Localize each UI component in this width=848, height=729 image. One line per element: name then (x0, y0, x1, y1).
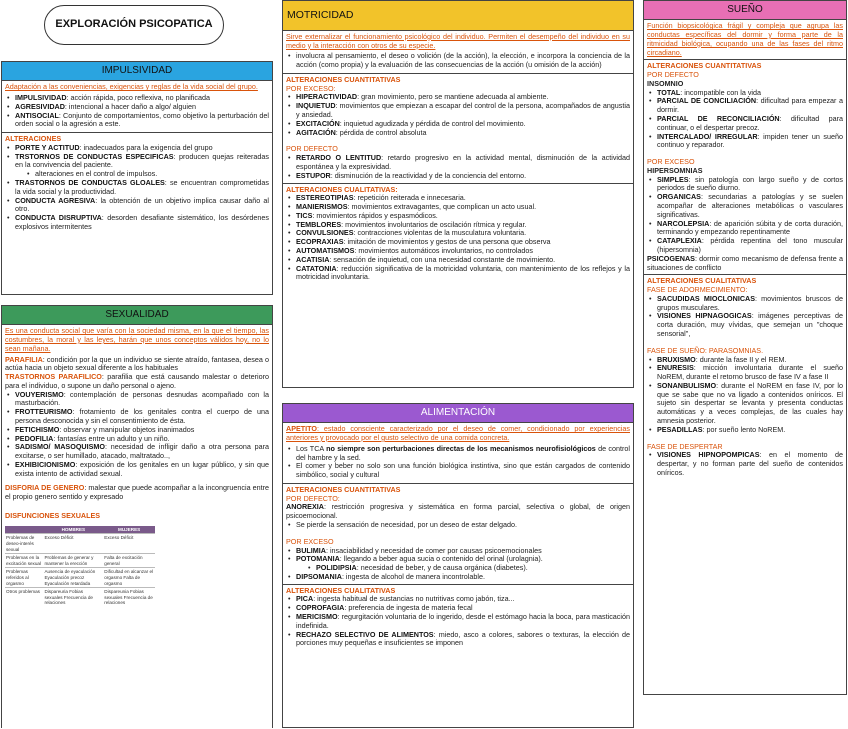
psicogenas-text: PSICOGENAS: dormir como mecanismo de defensa frente a situaciones de conflicto (647, 253, 843, 272)
list-item: • PESADILLAS: por sueño lento NoREM. (647, 426, 843, 435)
list-item: • COPROFAGIA: preferencia de ingesta de materia fecal (286, 604, 630, 613)
section-title: ALTERACIONES (5, 134, 62, 144)
list-item: • MERICISMO: regurgitación voluntaria de lo ingerido, desde el estómago hacia la boca, para masticación indefinida. (286, 613, 630, 631)
table-header: MUJERES (103, 526, 155, 534)
list-item: • ENURESIS: micción involuntaria durante el sueño NoREM, durante el retorno brusco de fase IV a fase II (647, 364, 843, 382)
list-item: • TRASTORNOS DE CONDUCTAS GLOALES: se encuentran comprometidas la vida social y la productividad. (5, 179, 269, 197)
list-item: • TRSTORNOS DE CONDUCTAS ESPECIFICAS: producen quejas reiteradas en la convivencia del paciente. (5, 153, 269, 171)
list-item: • Se pierde la sensación de necesidad, por un deseo de estar delgado. (286, 521, 630, 530)
impulsividad-card (1, 61, 273, 295)
list-item: • VISIONES HIPNAGOGICAS: imágenes perceptivas de corta duración, muy vívidas, que semejan un "choque sensorial", (647, 312, 843, 338)
sexualidad-definition: Es una conducta social que varía con la sociedad misma, en la que el tiempo, las costumbres, la moral y las leyes, harán que unos conceptos válidos hoy, no lo sean mañana. (5, 326, 269, 353)
impulsividad-alteraciones (2, 132, 272, 234)
list-item: • EXHIBICIONISMO: exposición de los genitales en un lugar público, y sin que exista intento de actividad sexual. (5, 461, 269, 479)
list-item: • ACATISIA: sensación de inquietud, con una necesidad constante de movimiento. (286, 256, 630, 265)
alimentacion-cualitativas (283, 584, 633, 650)
alimentacion-definition: APETITO: estado consciente caracterizado por el deseo de comer, condicionado por experiencias anteriores y provocado por el gusto selectivo de una comida concreta. (286, 424, 630, 442)
table-row: Problemas en la excitación sexual Problemas de generar y mantener la erección Falta de excitación general (5, 554, 155, 568)
list-item: • ECOPRAXIAS: imitación de movimientos y gestos de una persona que observa (286, 238, 630, 247)
list-item: • BULIMIA: insaciabilidad y necesidad de comer por causas psicoemocionales (286, 547, 630, 556)
motricidad-card (282, 0, 634, 388)
list-item: • VOUYERISMO: contemplación de personas desnudas acompañado con la masturbación. (5, 391, 269, 409)
list-item: • CONVULSIONES: contracciones violentas de la musculatura voluntaria. (286, 229, 630, 238)
table-header: HOMBRES (43, 526, 103, 534)
list-item: • CATATONIA: reducción significativa de la motricidad voluntaria, con mantenimiento de los reflejos y la motricidad involuntaria. (286, 265, 630, 283)
subsection-label: FASE DE SUEÑO: PARASOMNIAS. (647, 345, 764, 355)
list-item: • PEDOFILIA: fantasías entre un adulto y un niño. (5, 435, 269, 444)
list-item: • PARCIAL DE CONCILIACIÓN: dificultad para empezar a dormir. (647, 97, 843, 115)
page-title: EXPLORACIÓN PSICOPATICA (44, 5, 224, 45)
list-item: • ANTISOCIAL: Conjunto de comportamientos, como objetivo la perturbación del orden social o la agresión a este. (5, 112, 269, 130)
list-item: • AGITACIÓN: pérdida de control absoluta (286, 129, 630, 138)
anorexia-text: ANOREXIA: restricción progresiva y sistemática en forma parcial, selectiva o global, de origen psicoemocional. (286, 502, 630, 521)
disforia-text: DISFORIA DE GENERO: malestar que puede acompañar a la incongruencia entre el propio genero sentido y expresado (5, 483, 270, 502)
list-item: • BRUXISMO: durante la fase II y el REM. (647, 356, 843, 365)
list-item: • alteraciones en el control de impulsos. (5, 170, 269, 179)
alimentacion-card (282, 403, 634, 728)
list-item: • ESTEREOTIPIAS: repetición reiterada e innecesaria. (286, 194, 630, 203)
trastorno-parafilico-text: TRASTORNOS PARAFILICO: parafilia que está causando malestar o deterioro para el individuo, o supone un daño personal o ajeno. (5, 372, 269, 390)
list-item: • AGRESIVIDAD: intencional a hacer daño a algo/ alguien (5, 103, 269, 112)
impulsividad-list (2, 94, 272, 132)
hipersomnias-label: HIPERSOMNIAS (647, 165, 703, 175)
list-item: • SIMPLES: sin patología con largo sueño y de cortos periodos de sueño diurno. (647, 176, 843, 194)
motricidad-cualitativas (283, 183, 633, 285)
subsection-label: FASE DE DESPERTAR (647, 441, 723, 451)
list-item: • INQUIETUD: movimientos que empiezan a escapar del control de la persona, acompañados de angustia y ansiedad. (286, 102, 630, 120)
sueno-header: SUEÑO (644, 1, 846, 20)
alimentacion-cuantitativas (283, 483, 633, 584)
list-item: • HIPERACTIVIDAD: gran movimiento, pero se mantiene adecuada al ambiente. (286, 93, 630, 102)
section-title: ALTERACIONES CUALITATIVAS (647, 276, 757, 286)
sueno-card (643, 0, 847, 695)
subsection-label: POR EXCESO (647, 157, 695, 167)
table-header (5, 526, 43, 534)
list-item: • FROTTEURISMO: frotamiento de los genitales contra el cuerpo de una persona desconocida y sin el consentimiento de ésta. (5, 408, 269, 426)
table-row: Otros problemas Dispareuria Fobias sexuales Frecuencia de relaciones Dispareunia Fobias sexuales Frecuencia de relaciones (5, 588, 155, 607)
insomnio-label: INSOMNIO (647, 78, 684, 88)
subsection-label: FASE DE ADORMECIMIENTO: (647, 285, 748, 295)
list-item: • MANIERISMOS: movimientos extravagantes, que complican un acto usual. (286, 203, 630, 212)
section-title: ALTERACIONES CUANTITATIVAS (647, 61, 762, 71)
subsection-label: POR DEFECTO (647, 70, 699, 80)
list-item: • El comer y beber no solo son una función biológica instintiva, sino que están cargados de contenido simbólico, social y cultural (286, 462, 630, 480)
disfunciones-title: DISFUNCIONES SEXUALES (5, 511, 101, 521)
list-item: • TOTAL: incompatible con la vida (647, 89, 843, 98)
list-item: • SADISMO/ MASOQUISMO: necesidad de infligir daño a otra persona para excitarse, o ser humillado, atacado, maltratado.., (5, 443, 269, 461)
list-item: • PARCIAL DE RECONCILIACIÓN: dificultad para continuar, o el despertar precoz. (647, 115, 843, 133)
disfunciones-table (5, 526, 155, 607)
subsection-label: POR EXCESO (286, 536, 334, 546)
list-item: • FETICHISMO: observar y manipular objetos inanimados (5, 426, 269, 435)
list-item: • CATAPLEXIA: pérdida repentina del tono muscular (hipersomnia) (647, 237, 843, 255)
list-item: • TICS: movimientos rápidos y espasmódicos. (286, 212, 630, 221)
sueno-cualitativas (644, 274, 846, 479)
list-item: • VISIONES HIPNOPOMPICAS: en el momento de despertar, y no forman parte del sueño de contenidos oníricos. (647, 451, 843, 477)
section-title: ALTERACIONES CUALITATIVAS: (286, 184, 398, 194)
list-item: • ORGANICAS: secundarias a patologías y se suelen acompañar de alteraciones metabólicas o vasculares significativas. (647, 193, 843, 219)
sueno-cuantitativas (644, 59, 846, 274)
list-item: • Los TCA no siempre son perturbaciones directas de los mecanismos neurofisiológicos de control del hambre y la sed. (286, 445, 630, 463)
sexualidad-header: SEXUALIDAD (2, 306, 272, 325)
table-row: Problemas referidos al orgasmo Ausencia de eyaculación Eyaculación precoz Eyaculación retardada Dificultad en alcanzar el orgasmo Falta de orgasmo (5, 568, 155, 588)
list-item: • SACUDIDAS MIOCLONICAS: movimientos bruscos de grupos musculares. (647, 295, 843, 313)
list-item: • PICA: ingesta habitual de sustancias no nutritivas como jabón, tiza... (286, 595, 630, 604)
list-item: • PORTE Y ACTITUD: inadecuados para la exigencia del grupo (5, 144, 269, 153)
list-item: • POLIDIPSIA: necesidad de beber, y de causa orgánica (diabetes). (286, 564, 630, 573)
list-item: • AUTOMATISMOS: movimientos automáticos involuntarios, no controlados (286, 247, 630, 256)
subsection-label: POR DEFECTO (286, 144, 338, 154)
list-item: • RECHAZO SELECTIVO DE ALIMENTOS: miedo, asco a colores, sabores o texturas, la elección de porciones muy pequeñas e insuficientes se imponen (286, 631, 630, 649)
list-item: • DIPSOMANIA: ingesta de alcohol de manera incontrolable. (286, 573, 630, 582)
list-item: • EXCITACIÓN: inquietud agudizada y pérdida de control del movimiento. (286, 120, 630, 129)
sexualidad-card (1, 305, 273, 728)
subsection-label: POR EXCESO: (286, 83, 336, 93)
list-item: • involucra al pensamiento, el deseo o volición (de la acción), la elección, e incorpora la conciencia de la acción (como propia) y la evaluación de las consecuencias de la acción (u omisión de la acción) (286, 52, 630, 70)
sueno-definition: Función biopsicológica frágil y compleja que agrupa las conductas específicas del dormir y forma parte de la ritmicidad biológica, ocupando una de las fases del ritmo circadiano. (647, 21, 843, 57)
table-row: Problemas de deseo-interés sexual Exceso Déficit Exceso Déficit (5, 534, 155, 554)
section-title: ALTERACIONES CUANTITATIVAS (286, 484, 401, 494)
list-item: • TEMBLORES: movimientos involuntarios de oscilación rítmica y regular. (286, 221, 630, 230)
list-item: • INTERCALADO/ IRREGULAR: impiden tener un sueño continuo y reparador. (647, 133, 843, 151)
list-item: • SONANBULISMO: durante el NoREM en fase IV, por lo que se sabe que no va ligado a contenidos oníricos. El sujeto sin despertar se levanta y presenta conductas automáticas y a veces complejas, de las cuales hay amnesia posterior. (647, 382, 843, 426)
list-item: • NARCOLEPSIA: de aparición súbita y de corta duración, terminando y empezando repentinamente (647, 220, 843, 238)
list-item: • ESTUPOR: disminución de la reactividad y de la conciencia del entorno. (286, 172, 630, 181)
subsection-label: POR DEFECTO: (286, 493, 340, 503)
list-item: • IMPULSIVIDAD: acción rápida, poco reflexiva, no planificada (5, 94, 269, 103)
motricidad-header: MOTRICIDAD (283, 1, 633, 31)
list-item: • CONDUCTA DISRUPTIVA: desorden desafiante sistemático, los desórdenes explosivos intermitentes (5, 214, 269, 232)
section-title: ALTERACIONES CUALITATIVAS (286, 585, 396, 595)
motricidad-definition: Sirve externalizar el funcionamiento psicológico del individuo. Permiten el desempeño del individuo en su medio y la interacción con otros de su especie. (286, 31, 630, 50)
list-item: • POTOMANIA: llegando a beber agua sucia o contenido del orinal (urolagnia). (286, 555, 630, 564)
section-title: ALTERACIONES CUANTITATIVAS (286, 74, 401, 84)
list-item: • RETARDO O LENTITUD: retardo progresivo en la actividad mental, disminución de la actividad espontánea y la expresividad. (286, 154, 630, 172)
impulsividad-definition: Adaptación a las conveniencias, exigencias y reglas de la vida social del grupo. (5, 82, 258, 92)
list-item: • CONDUCTA AGRESIVA: la obtención de un objetivo implica causar daño al otro. (5, 197, 269, 215)
motricidad-cuantitativas (283, 73, 633, 183)
alimentacion-header: ALIMENTACIÓN (283, 404, 633, 423)
impulsividad-header: IMPULSIVIDAD (2, 62, 272, 81)
parafilia-text: PARAFILIA: condición por la que un individuo se siente atraído, fantasea, desea o actúa hacia un objeto sexual diferente a los habituales (5, 354, 269, 373)
